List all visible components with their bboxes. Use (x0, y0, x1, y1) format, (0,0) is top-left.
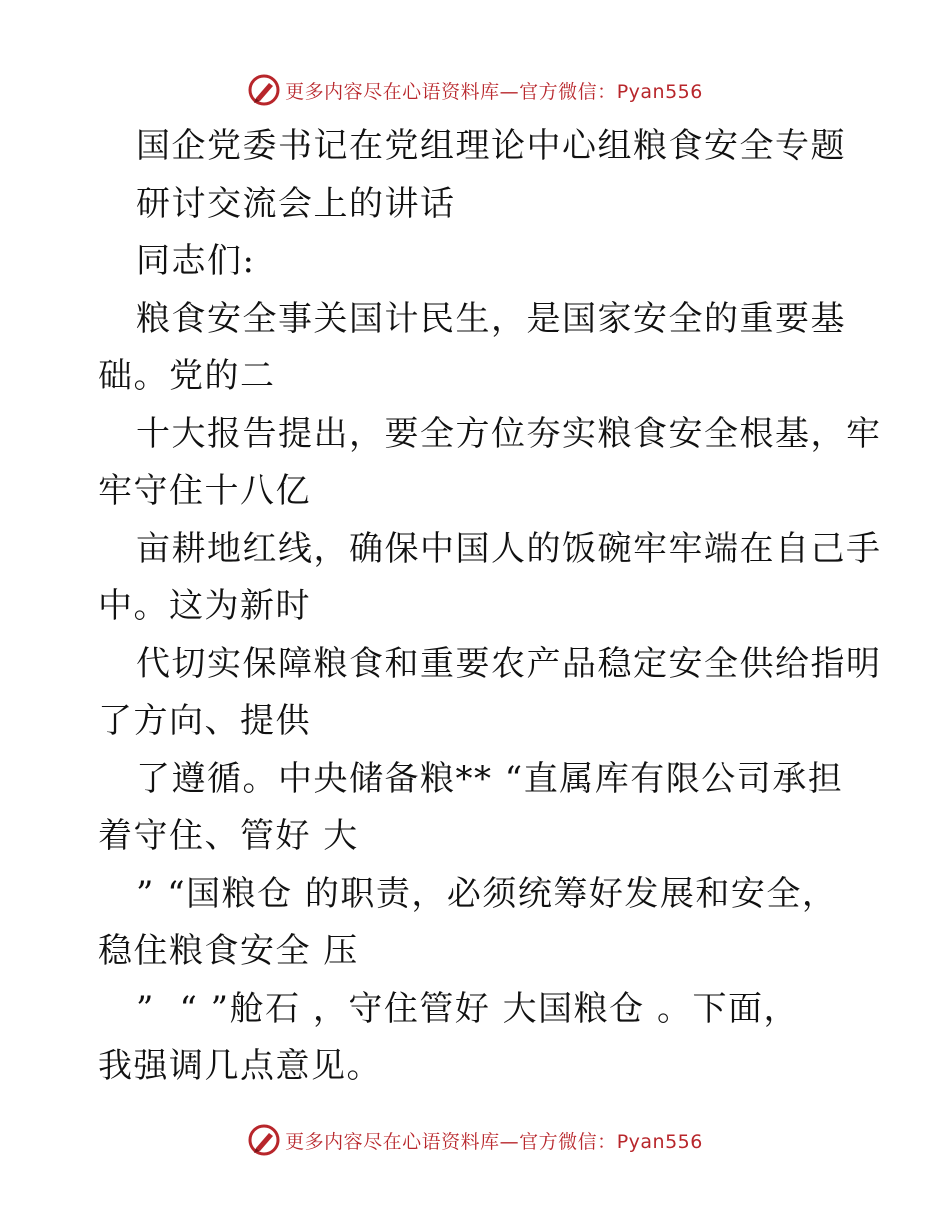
text-line: 了遵循。中央储备粮** “直属库有限公司承担 (136, 758, 844, 799)
text-line: 牢守住十八亿 (98, 471, 311, 511)
text-line: 粮食安全事关国计民生，是国家安全的重要基 (136, 298, 846, 339)
banner-wechat-id: Pyan556 (616, 80, 703, 103)
document-body (98, 118, 882, 1096)
text-line: 同志们: (136, 241, 256, 281)
text-line: ” “ ”舱石 ，守住管好 大国粮仓 。下面， (136, 988, 799, 1029)
banner-site-text: 更多内容尽在心语资料库 (285, 1130, 500, 1153)
text-line: 国企党委书记在党组理论中心组粮食安全专题 (136, 126, 846, 166)
banner-site-text: 更多内容尽在心语资料库 (285, 80, 500, 103)
text-line: 中。这为新时 (98, 586, 311, 626)
text-line: 十大报告提出，要全方位夯实粮食安全根基，牢 (136, 413, 882, 454)
text-line: 着守住、管好 大 (98, 816, 359, 856)
banner-wechat-label: 官方微信： (519, 1130, 617, 1153)
text-line: 研讨交流会上的讲话 (136, 183, 456, 224)
text-line: 稳住粮食安全 压 (98, 931, 359, 971)
text-line: 础。党的二 (98, 356, 276, 396)
banner-wechat-label: 官方微信： (519, 80, 617, 103)
footer-banner (0, 1120, 950, 1160)
banner-text (285, 77, 703, 104)
text-line: 了方向、提供 (98, 701, 311, 741)
banner-separator: — (499, 80, 520, 103)
text-line: 亩耕地红线，确保中国人的饭碗牢牢端在自己手 (136, 528, 882, 569)
text-line: ” “国粮仓 的职责，必须统筹好发展和安全， (136, 873, 838, 914)
banner-separator: — (499, 1130, 520, 1153)
text-line: 我强调几点意见。 (98, 1046, 382, 1086)
header-banner (0, 70, 950, 110)
banner-text (285, 1127, 703, 1154)
text-line: 代切实保障粮食和重要农产品稳定安全供给指明 (136, 643, 882, 684)
banner-wechat-id: Pyan556 (616, 1130, 703, 1153)
pen-logo-icon (247, 1123, 281, 1157)
pen-logo-icon (247, 73, 281, 107)
